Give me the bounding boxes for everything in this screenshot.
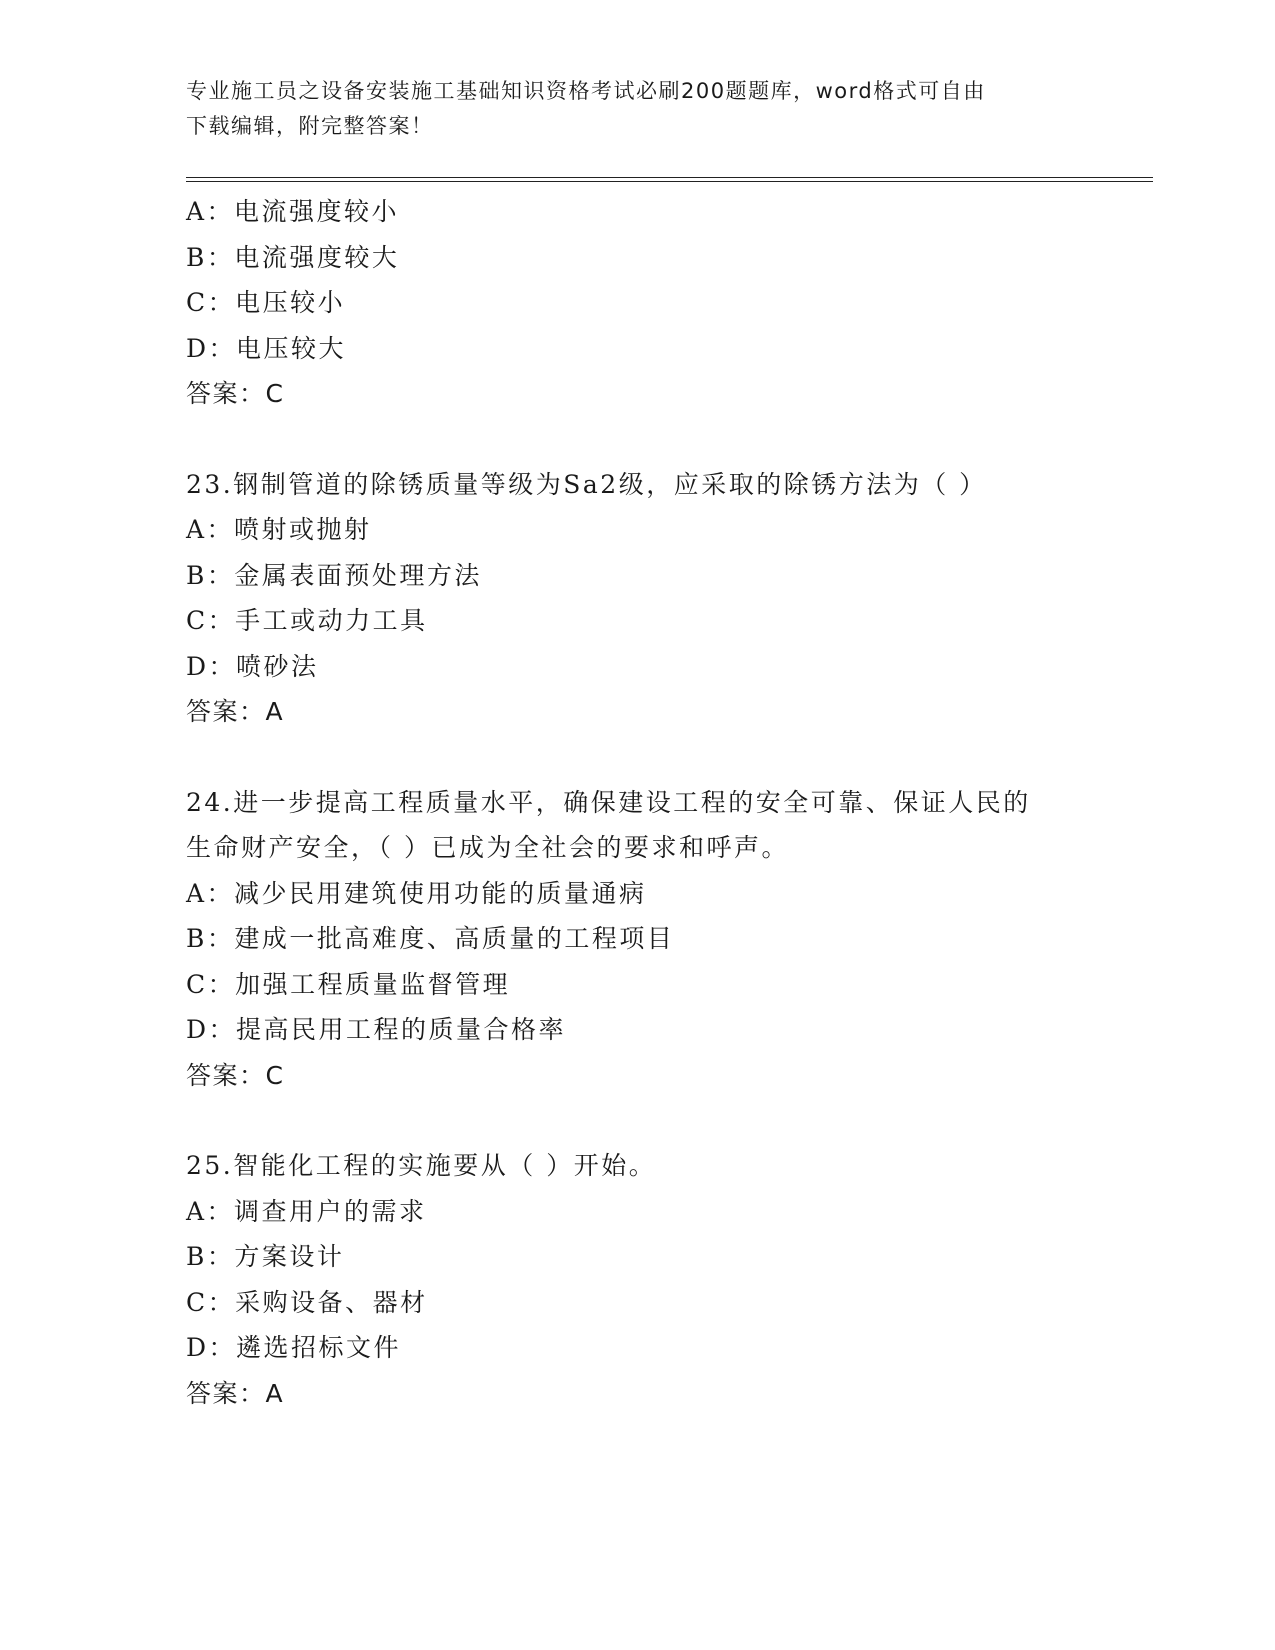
option-a: A：喷射或抛射 — [186, 515, 372, 544]
question-number: 25. — [186, 1151, 234, 1180]
question-text — [186, 462, 1086, 508]
option-a: A：电流强度较小 — [186, 197, 400, 226]
option-a: A：调查用户的需求 — [186, 1196, 427, 1226]
question-text-line-2: 生命财产安全，（ ）已成为全社会的要求和呼声。 — [186, 833, 789, 862]
option-a: A：减少民用建筑使用功能的质量通病 — [186, 878, 647, 908]
header-divider-bottom — [186, 181, 1153, 182]
option-b: B：建成一批高难度、高质量的工程项目 — [186, 924, 675, 953]
question-number: 23. — [186, 469, 234, 499]
option-b: B：方案设计 — [186, 1242, 345, 1271]
question-list — [186, 189, 1086, 1416]
question-stem: 钢制管道的除锈质量等级为Sa2级，应采取的除锈方法为（ ） — [233, 469, 987, 499]
question-22-continued — [186, 189, 1086, 417]
option-d: D：提高民用工程的质量合格率 — [186, 1015, 567, 1044]
answer: 答案：A — [186, 697, 285, 726]
document-header — [186, 74, 1066, 144]
option-d: D：喷砂法 — [186, 651, 319, 681]
option-c: C：手工或动力工具 — [186, 606, 428, 635]
question-text-line-1: 24.进一步提高工程质量水平，确保建设工程的安全可靠、保证人民的 — [186, 787, 1031, 817]
header-line-2: 下载编辑，附完整答案！ — [186, 114, 434, 138]
option-c: C：加强工程质量监督管理 — [186, 969, 511, 999]
option-d: D：电压较大 — [186, 333, 347, 363]
question-stem: 智能化工程的实施要从（ ）开始。 — [233, 1151, 657, 1180]
option-c: C：采购设备、器材 — [186, 1287, 428, 1317]
question-25 — [186, 1143, 1086, 1416]
option-d: D：遴选招标文件 — [186, 1333, 402, 1362]
header-line-1: 专业施工员之设备安装施工基础知识资格考试必刷200题题库，word格式可自由 — [186, 79, 986, 103]
answer: 答案：C — [186, 379, 285, 408]
question-text — [186, 1143, 1086, 1189]
option-c: C：电压较小 — [186, 288, 346, 317]
question-24 — [186, 780, 1086, 1099]
question-23 — [186, 462, 1086, 735]
answer: 答案：C — [186, 1060, 285, 1090]
option-b: B：金属表面预处理方法 — [186, 560, 482, 590]
option-b: B：电流强度较大 — [186, 242, 400, 272]
answer: 答案：A — [186, 1378, 285, 1408]
header-divider-top — [186, 177, 1153, 178]
